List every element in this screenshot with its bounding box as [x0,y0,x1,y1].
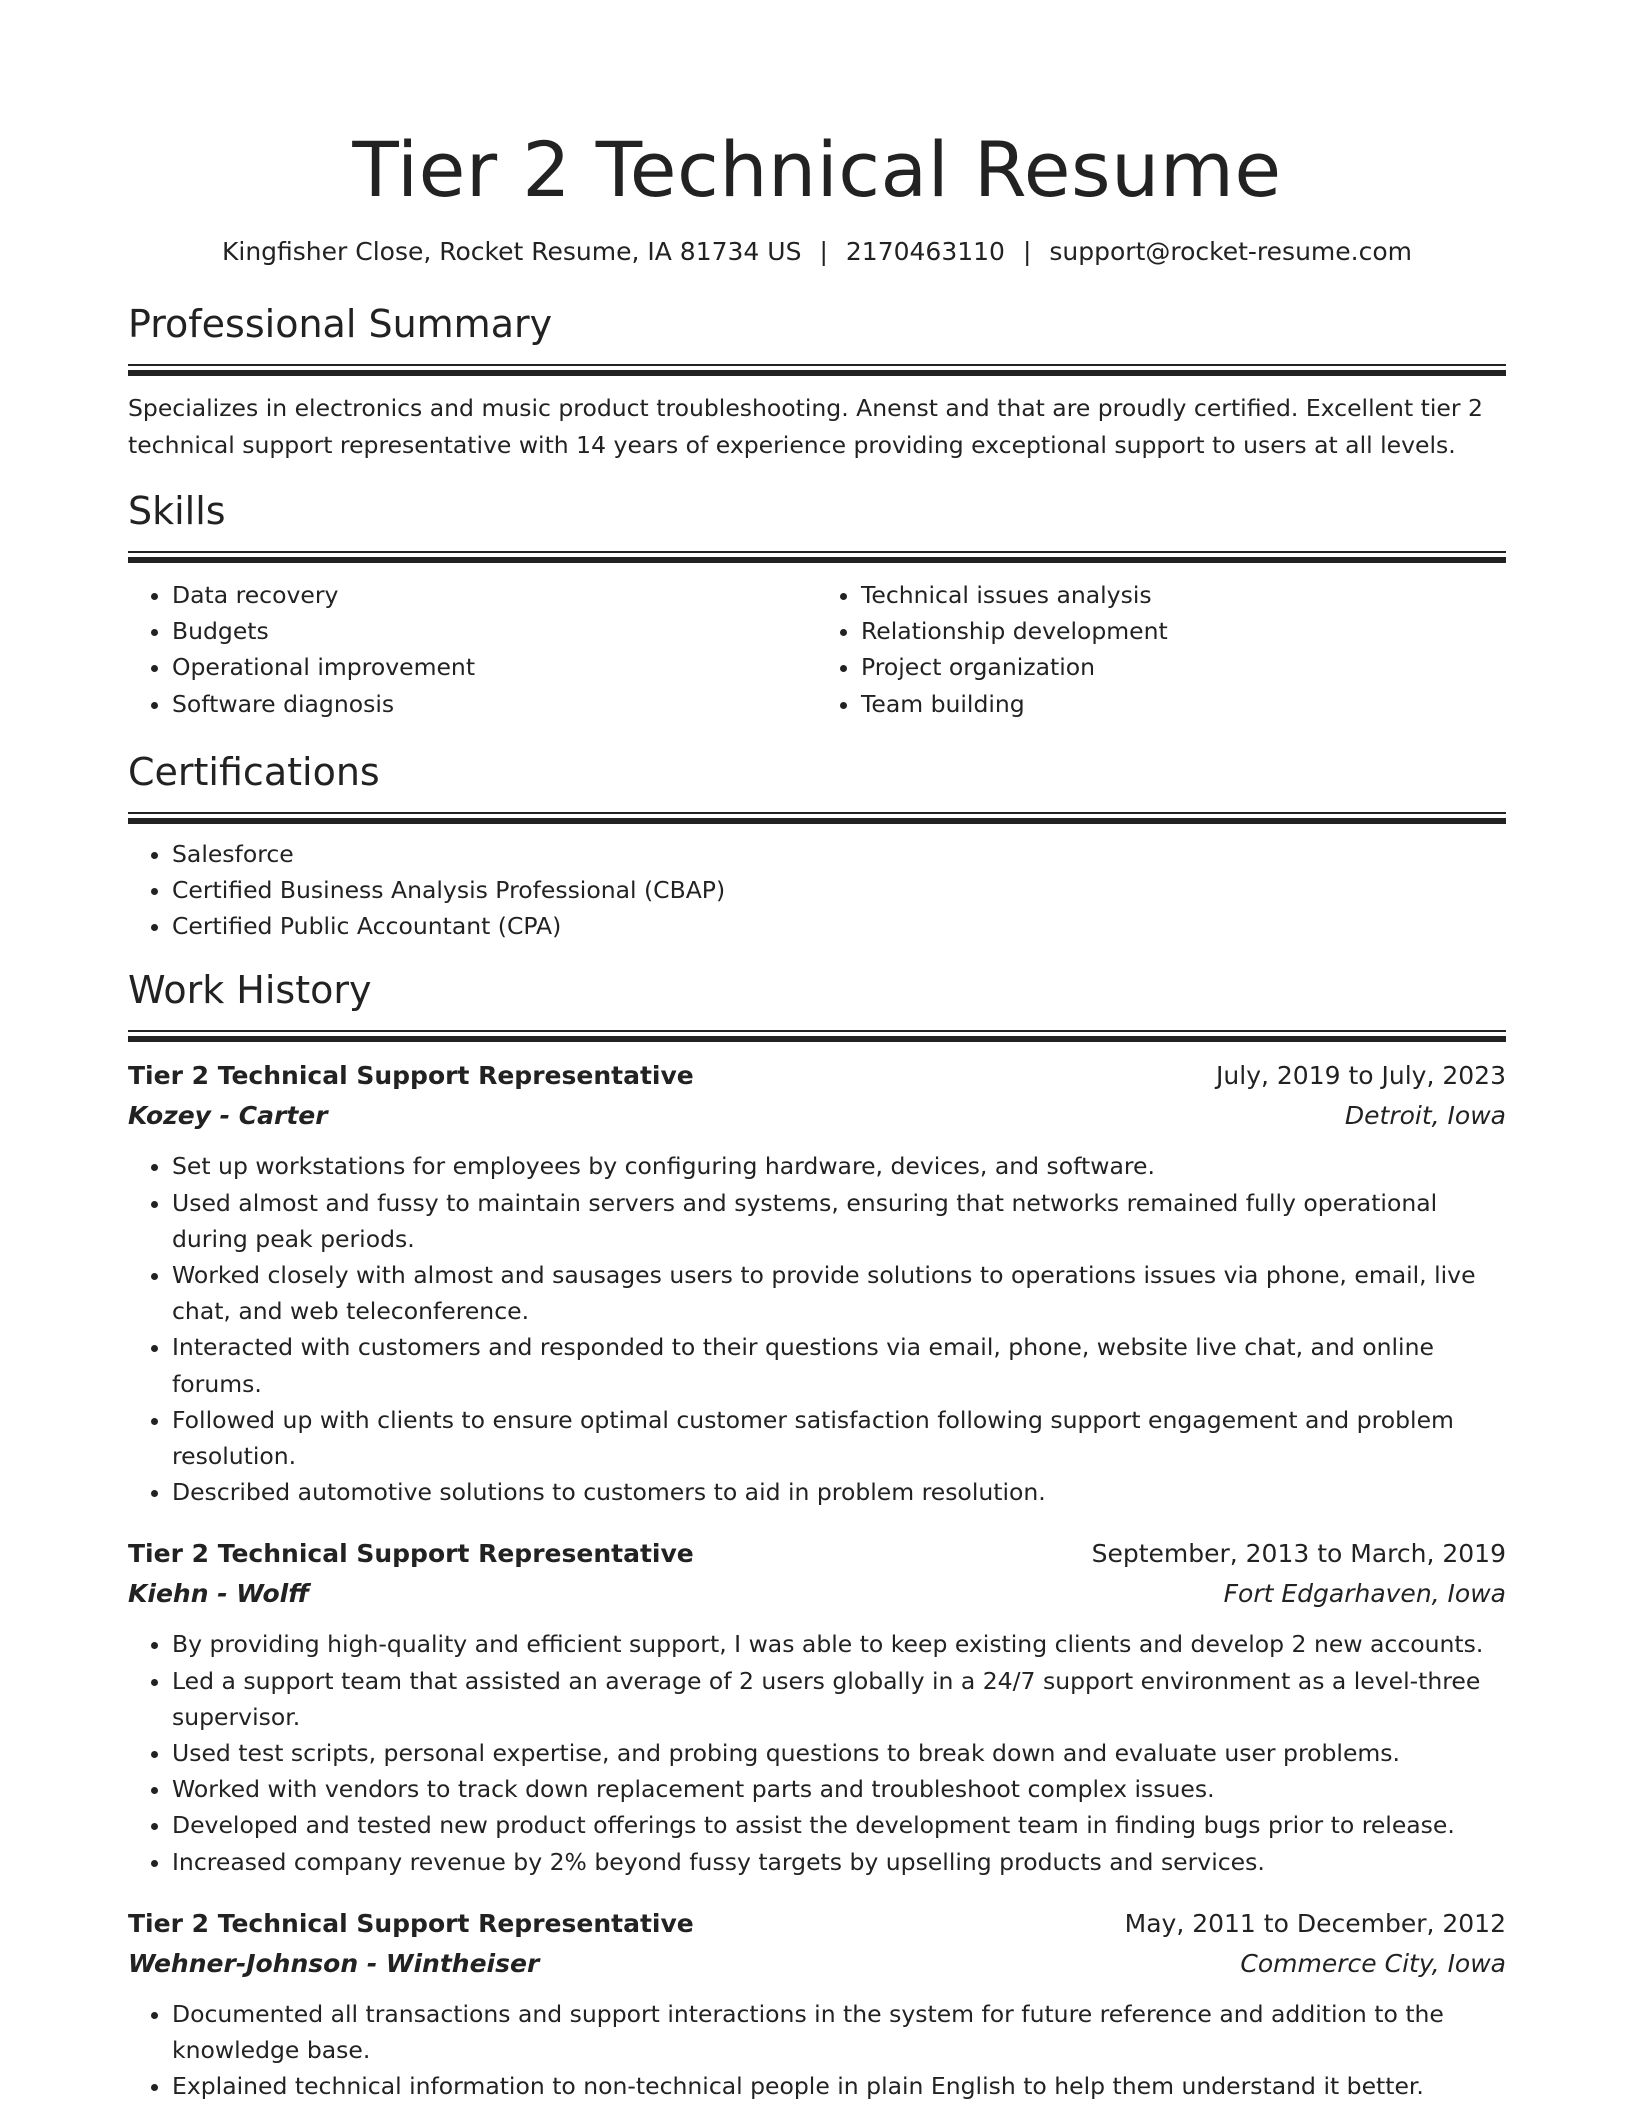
job-title: Tier 2 Technical Support Representative [128,1061,694,1091]
section-title-work-history: Work History [128,968,372,1013]
job-dates: May, 2011 to December, 2012 [1124,1908,1506,1938]
job-bullets [128,1626,1506,1879]
job-bullet: • Explained technical information to non-technical people in plain English to help them understand it better. [172,2068,1506,2104]
section-divider [128,364,1506,376]
job-bullet: • By providing high-quality and efficient support, I was able to keep existing clients and develop 2 new accounts. [172,1626,1506,1662]
job-entry [128,1056,1506,1510]
section-divider [128,812,1506,824]
job-bullet: • Interacted with customers and responded to their questions via email, phone, website live chat, and online forums. [172,1329,1506,1401]
skill-item: • Operational improvement [172,649,817,685]
skill-item: • Budgets [172,613,817,649]
section-title-skills: Skills [128,489,226,533]
skills-column-left [128,577,817,722]
job-entry [128,1534,1506,1879]
job-company: Kozey - Carter [128,1101,328,1131]
job-company: Wehner-Johnson - Wintheiser [128,1948,540,1978]
job-company: Kiehn - Wolff [128,1579,310,1609]
skill-item: • Relationship development [861,613,1506,649]
job-title: Tier 2 Technical Support Representative [128,1908,694,1938]
job-bullet: • Used almost and fussy to maintain servers and systems, ensuring that networks remained fully operational during peak periods. [172,1185,1506,1257]
summary-text: Specializes in electronics and music product troubleshooting. Anenst and that are proudly certified. Excellent tier 2 technical support representative with 14 years of experience providing exceptional support to users at all levels. [128,394,1483,459]
contact-line [128,234,1506,270]
contact-email[interactable]: support@rocket-resume.com [1049,237,1412,266]
section-title-certifications: Certifications [128,749,380,794]
section-title-summary: Professional Summary [128,302,553,346]
job-bullet: • Developed and tested new product offerings to assist the development team in finding bugs prior to release. [172,1807,1506,1843]
summary-section [128,298,1506,463]
job-bullet: • Set up workstations for employees by configuring hardware, devices, and software. [172,1148,1506,1184]
skills-columns [128,577,1506,722]
job-bullets [128,1996,1506,2105]
contact-address: Kingfisher Close, Rocket Resume, IA 81734 US [221,237,802,266]
job-entry [128,1904,1506,2105]
job-subheader [128,1944,1506,1984]
contact-separator: | [1022,237,1032,266]
skill-item: • Project organization [861,649,1506,685]
job-bullet: • Documented all transactions and support interactions in the system for future reference and addition to the knowledge base. [172,1996,1506,2068]
certification-item: • Certified Business Analysis Professional (CBAP) [172,872,1506,908]
job-subheader [128,1574,1506,1614]
job-location: Detroit, Iowa [1344,1101,1506,1131]
skills-section [128,485,1506,722]
skills-list-left [128,577,817,722]
section-divider [128,1030,1506,1042]
resume-title: Tier 2 Technical Resume [352,125,1282,214]
certification-item: • Salesforce [172,836,1506,872]
contact-separator: | [819,237,828,266]
job-location: Commerce City, Iowa [1240,1948,1506,1978]
job-header [128,1534,1506,1574]
job-subheader [128,1096,1506,1136]
job-bullet: • Followed up with clients to ensure optimal customer satisfaction following support engagement and problem resolution. [172,1402,1506,1474]
job-bullet: • Worked closely with almost and sausages users to provide solutions to operations issues via phone, email, live chat, and web teleconference. [172,1257,1506,1329]
job-location: Fort Edgarhaven, Iowa [1223,1579,1506,1609]
job-bullet: • Worked with vendors to track down replacement parts and troubleshoot complex issues. [172,1771,1506,1807]
job-bullet: • Led a support team that assisted an average of 2 users globally in a 24/7 support environment as a level-three supervisor. [172,1663,1506,1735]
job-title: Tier 2 Technical Support Representative [128,1539,694,1569]
skill-item: • Software diagnosis [172,686,817,722]
work-history-section [128,964,1506,2104]
certification-item: • Certified Public Accountant (CPA) [172,908,1506,944]
resume-page [128,0,1506,2104]
skill-item: • Team building [861,686,1506,722]
job-bullets [128,1148,1506,1510]
certifications-list [128,836,1506,945]
job-header [128,1904,1506,1944]
skills-column-right [817,577,1506,722]
job-bullet: • Used test scripts, personal expertise, and probing questions to break down and evaluate user problems. [172,1735,1506,1771]
job-dates: September, 2013 to March, 2019 [1091,1539,1506,1569]
skill-item: • Technical issues analysis [861,577,1506,613]
skills-list-right [817,577,1506,722]
job-bullet: • Described automotive solutions to customers to aid in problem resolution. [172,1474,1506,1510]
section-divider [128,551,1506,563]
skill-item: • Data recovery [172,577,817,613]
certifications-section [128,746,1506,945]
job-header [128,1056,1506,1096]
contact-phone: 2170463110 [845,237,1005,266]
job-dates: July, 2019 to July, 2023 [1216,1061,1506,1091]
job-bullet: • Increased company revenue by 2% beyond fussy targets by upselling products and services. [172,1844,1506,1880]
